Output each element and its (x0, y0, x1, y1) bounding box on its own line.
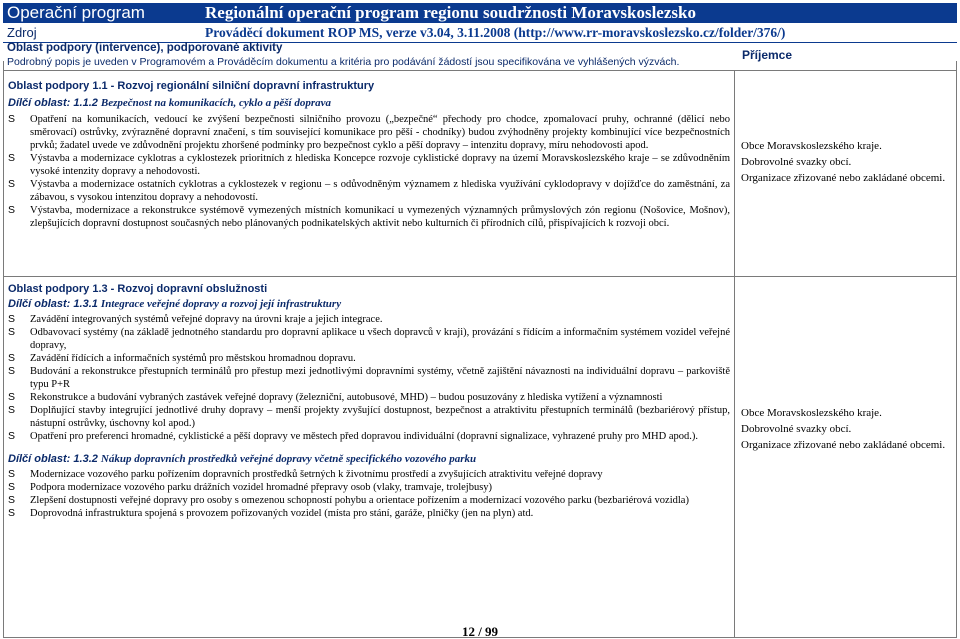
list-item: S Zavádění řídících a informačních systémů pro městskou hromadnou dopravu. (8, 352, 356, 364)
bullet-icon: S (8, 494, 16, 506)
bullet-icon: S (8, 481, 16, 493)
list-item: S Výstavba a modernizace cyklotras a cyklostezek prioritních z hlediska Koncepce rozvoje cyklistické dopravy na území Moravskoslezského kraje – se zdůvodněním vysoké intenzity dopravy a nehodovosti. (8, 152, 730, 177)
program-title: Regionální operační program regionu soudržnosti Moravskoslezsko (205, 3, 696, 22)
bullet-icon: S (8, 507, 16, 519)
section-1-subtitle (8, 97, 730, 110)
section-1-list (8, 113, 730, 230)
section-2-list-1 (8, 313, 730, 443)
row-divider (3, 70, 957, 71)
list-item: S Modernizace vozového parku pořízením dopravních prostředků šetrných k životnímu prostředí a zvyšujících atraktivitu veřejné dopravy (8, 468, 603, 480)
list-item: S Doprovodná infrastruktura spojená s provozem pořizovaných vozidel (místa pro stání, garáže, plničky (jen na plyn) atd. (8, 507, 534, 519)
bullet-icon: S (8, 113, 16, 125)
list-item: S Budování a rekonstrukce přestupních terminálů pro přestup mezi jednotlivými dopravními systémy, včetně zajištění návaznosti na individuální dopravu – parkoviště typu P+R (8, 365, 730, 390)
prijemce-item: Organizace zřizované nebo zakládané obcemi. (741, 439, 946, 451)
section-1-title: Oblast podpory 1.1 - Rozvoj regionální silniční dopravní infrastruktury (8, 80, 375, 92)
bullet-icon: S (8, 404, 16, 416)
bullet-icon: S (8, 430, 16, 442)
list-item: S Výstavba a modernizace ostatních cyklotras a cyklostezek v regionu – s odůvodněným významem z hlediska využívání cyklodopravy v dojížďce do zaměstnání, za zábavou, s vysokou intenzitou dopravy a nehodovostí. (8, 178, 730, 203)
bullet-icon: S (8, 391, 16, 403)
section-2-list-2 (8, 468, 730, 520)
oblast-description: Podrobný popis je uveden v Programovém a Prováděcím dokumentu a kritéria pro podávání žádostí jsou specifikována ve vyhlášených výzvách. (7, 56, 680, 68)
section-2-sub2 (8, 453, 730, 466)
bullet-icon: S (8, 352, 16, 364)
bullet-icon: S (8, 468, 16, 480)
list-item: S Rekonstrukce a budování vybraných zastávek veřejné dopravy (železniční, autobusové, MHD) – budou posuzovány z hlediska vytížení a významnosti (8, 391, 663, 403)
section-2-sub1 (8, 298, 730, 311)
bullet-icon: S (8, 365, 16, 377)
list-item: S Výstavba, modernizace a rekonstrukce systémově vymezených místních komunikací u vymezených významných průmyslových zón regionu (Nošovice, Mošnov), zlepšujících dopravní dostupnost současných nebo plánovaných podnikatelských aktivit nebo kulturních či přírodních cílů, přispívajících k rozvoji obcí. (8, 204, 730, 229)
section-2-prijemce (741, 405, 953, 453)
prijemce-heading: Příjemce (742, 48, 793, 62)
prijemce-item: Dobrovolné svazky obcí. (741, 423, 852, 435)
program-label: Operační program (7, 3, 145, 22)
row-divider (3, 276, 957, 277)
section-1-prijemce (741, 138, 953, 186)
column-divider (734, 70, 735, 638)
bullet-icon: S (8, 313, 16, 325)
section-1 (8, 80, 730, 230)
prijemce-item: Obce Moravskoslezského kraje. (741, 140, 882, 152)
list-item: S Doplňující stavby integrující jednotlivé druhy dopravy – menší projekty zvyšující dostupnost, bezpečnost a atraktivitu přestupních terminálů (bezbariérový přístup, nástupní ostrůvky, úschovny kol apod.) (8, 404, 730, 429)
list-item: S Podpora modernizace vozového parku drážních vozidel hromadné přepravy osob (vlaky, tramvaje, trolejbusy) (8, 481, 493, 493)
list-item: S Opatření pro preferenci hromadné, cyklistické a pěší dopravy ve městech před dopravou individuální (dopravní signalizace, vyhrazené pruhy pro MHD apod.). (8, 430, 698, 442)
sub-prefix: Dílčí oblast: 1.3.2 (8, 453, 101, 465)
bullet-icon: S (8, 178, 16, 190)
sub-prefix: Dílčí oblast: 1.1.2 (8, 97, 101, 109)
sub-title: Bezpečnost na komunikacích, cyklo a pěší doprava (100, 97, 331, 109)
list-item: S Odbavovací systémy (na základě jednotného standardu pro dopravní aplikace u všech dopravců v kraji), provázání s řídícím a informačním systémem vozidel veřejné dopravy, (8, 326, 730, 351)
sub-title: Integrace veřejné dopravy a rozvoj její infrastruktury (100, 298, 342, 310)
sub-prefix: Dílčí oblast: 1.3.1 (8, 298, 101, 310)
sub-title: Nákup dopravních prostředků veřejné dopravy včetně specifického vozového parku (100, 453, 477, 465)
source-document: Prováděcí dokument ROP MS, verze v3.04, 3.11.2008 (http://www.rr-moravskoslezsko.cz/folder/376/) (205, 25, 786, 40)
bullet-icon: S (8, 152, 16, 164)
prijemce-item: Obce Moravskoslezského kraje. (741, 407, 882, 419)
page-number: 12 / 99 (461, 624, 499, 639)
section-2-title: Oblast podpory 1.3 - Rozvoj dopravní obslužnosti (8, 283, 268, 295)
list-item: S Zavádění integrovaných systémů veřejné dopravy na úrovni kraje a jejich integrace. (8, 313, 383, 325)
oblast-heading: Oblast podpory (intervence), podporované aktivity (7, 42, 283, 54)
bullet-icon: S (8, 204, 16, 216)
prijemce-item: Organizace zřizované nebo zakládané obcemi. (741, 172, 946, 184)
source-label: Zdroj (7, 25, 37, 40)
section-2 (8, 283, 730, 520)
prijemce-item: Dobrovolné svazky obcí. (741, 156, 852, 168)
list-item: S Zlepšení dostupnosti veřejné dopravy pro osoby s omezenou schopností pohybu a orientace pořízením a modernizací vozového parku (bezbariérová vozidla) (8, 494, 689, 506)
list-item: S Opatření na komunikacích, vedoucí ke zvýšení bezpečnosti silničního provozu („bezpečné“ přechody pro chodce, zpomalovací pruhy, ochranné (dělicí nebo směrovací) ostrůvky, zvýrazněné dopravní značení, s tím související komunikace pro pěší - chodníky) budou zvýhodněny projekty kombinující více bezpečnostních prvků; žadatel uvede ve zdůvodnění projektu zhoršené podmínky pro bezpečnost cyklo a pěší dopravy – intenzitu dopravy, míru nehodovosti apod. (8, 113, 730, 151)
bullet-icon: S (8, 326, 16, 338)
